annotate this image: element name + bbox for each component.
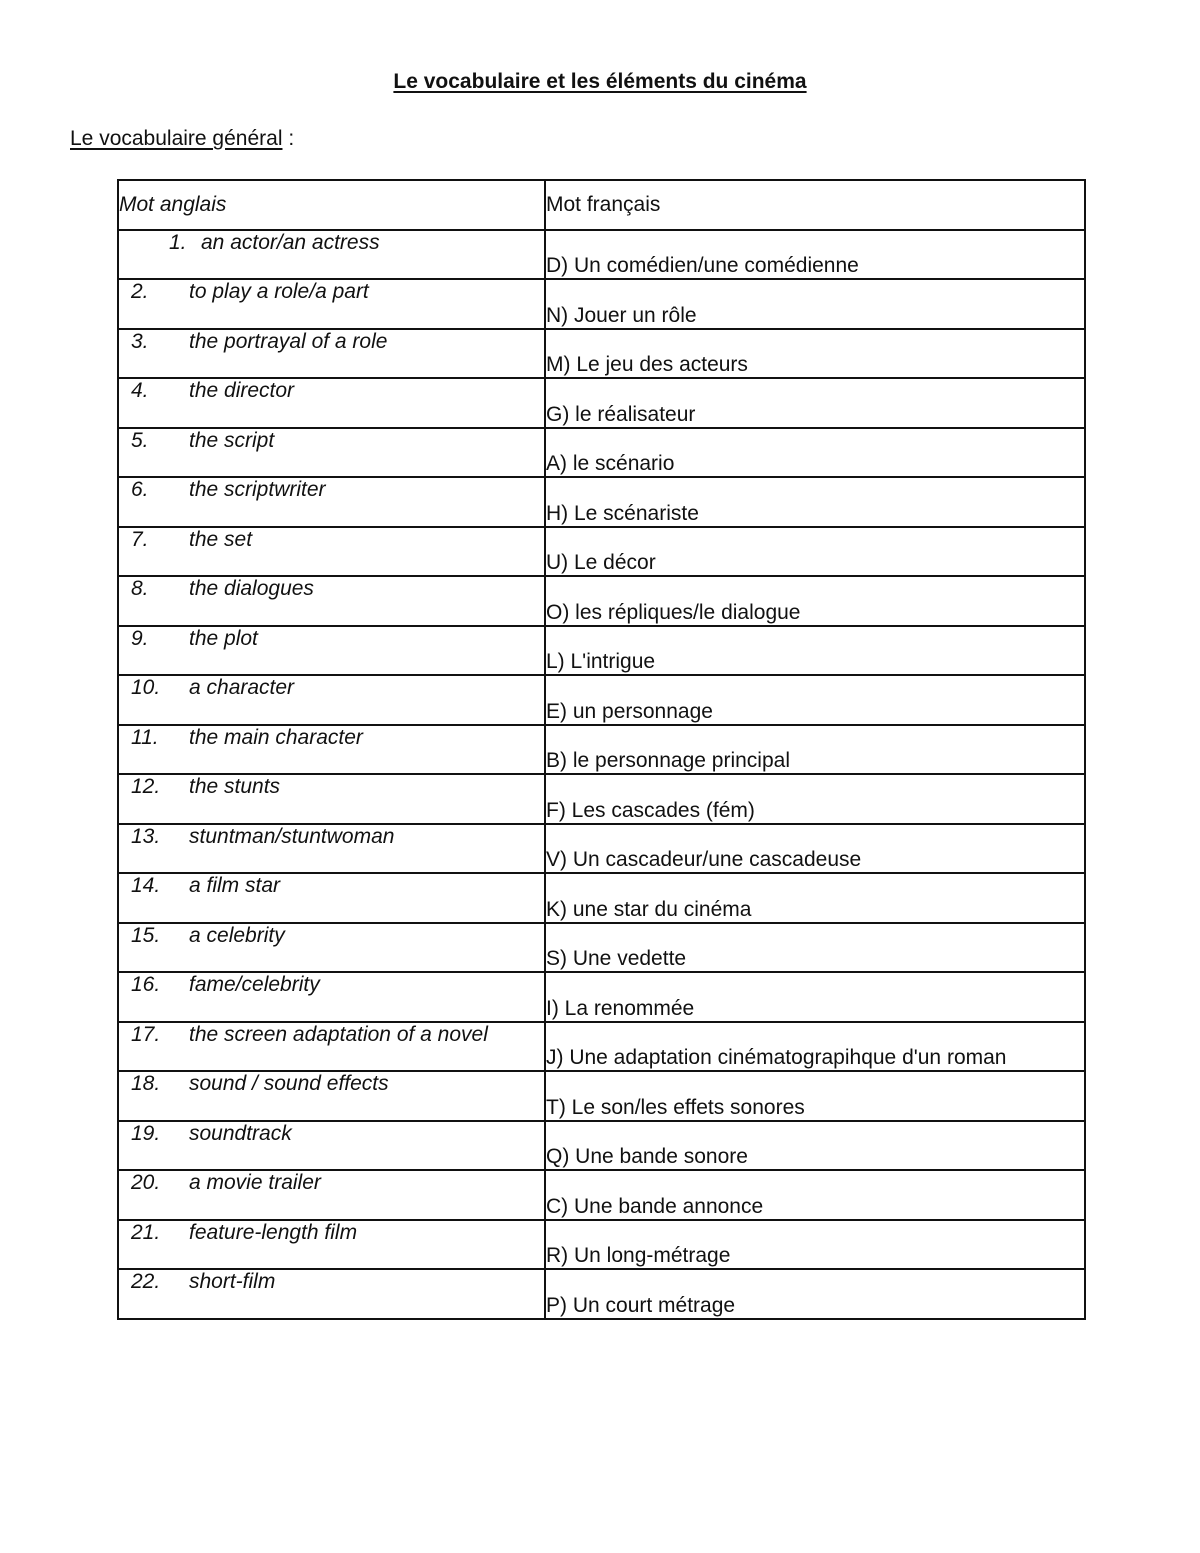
english-term: a film star <box>189 874 281 897</box>
french-term: F) Les cascades (fém) <box>545 774 1085 824</box>
english-term-cell <box>118 576 545 626</box>
english-term: fame/celebrity <box>189 973 320 996</box>
french-term: P) Un court métrage <box>545 1269 1085 1319</box>
table-row <box>118 824 1085 874</box>
vocabulary-table <box>117 179 1086 1320</box>
english-term: to play a role/a part <box>189 280 369 303</box>
english-term-cell <box>118 824 545 874</box>
term-number: 18. <box>131 1072 161 1095</box>
french-term: L) L'intrigue <box>545 626 1085 676</box>
french-term: G) le réalisateur <box>545 378 1085 428</box>
table-row <box>118 873 1085 923</box>
table-row <box>118 527 1085 577</box>
term-number: 8. <box>131 577 149 600</box>
section-heading <box>70 127 294 151</box>
english-term: an actor/an actress <box>201 230 380 254</box>
english-term-cell <box>118 1269 545 1319</box>
french-term: D) Un comédien/une comédienne <box>545 230 1085 280</box>
table-row <box>118 279 1085 329</box>
english-term-cell <box>118 1022 545 1072</box>
english-term-cell <box>118 1121 545 1171</box>
term-number: 9. <box>131 626 149 650</box>
english-term: a celebrity <box>189 923 285 947</box>
section-heading-suffix: : <box>282 127 295 150</box>
table-row <box>118 675 1085 725</box>
english-term-cell <box>118 1170 545 1220</box>
french-term: Q) Une bande sonore <box>545 1121 1085 1171</box>
header-french: Mot français <box>545 180 1085 230</box>
english-term-cell <box>118 230 545 280</box>
table-row <box>118 1022 1085 1072</box>
english-term: the set <box>189 527 253 551</box>
english-term-cell <box>118 774 545 824</box>
term-number: 3. <box>131 329 149 353</box>
french-term: J) Une adaptation cinématograpihque d'un roman <box>545 1022 1085 1072</box>
table-row <box>118 923 1085 973</box>
english-term-cell <box>118 972 545 1022</box>
french-term: S) Une vedette <box>545 923 1085 973</box>
french-term: A) le scénario <box>545 428 1085 478</box>
english-term: the scriptwriter <box>189 478 326 501</box>
term-number: 16. <box>131 973 161 996</box>
table-row <box>118 428 1085 478</box>
table-row <box>118 972 1085 1022</box>
french-term: N) Jouer un rôle <box>545 279 1085 329</box>
english-term-cell <box>118 428 545 478</box>
english-term-cell <box>118 477 545 527</box>
table-row <box>118 576 1085 626</box>
french-term: K) une star du cinéma <box>545 873 1085 923</box>
english-term-cell <box>118 1220 545 1270</box>
term-number: 17. <box>131 1022 161 1046</box>
term-number: 19. <box>131 1121 161 1145</box>
term-number: 12. <box>131 775 161 798</box>
table-row <box>118 626 1085 676</box>
french-term: U) Le décor <box>545 527 1085 577</box>
french-term: O) les répliques/le dialogue <box>545 576 1085 626</box>
term-number: 5. <box>131 428 149 452</box>
table-row <box>118 1071 1085 1121</box>
french-term: H) Le scénariste <box>545 477 1085 527</box>
term-number: 21. <box>131 1220 161 1244</box>
french-term: E) un personnage <box>545 675 1085 725</box>
table-row <box>118 378 1085 428</box>
section-heading-label: Le vocabulaire général <box>70 127 283 150</box>
table-row <box>118 774 1085 824</box>
english-term: a movie trailer <box>189 1171 321 1194</box>
english-term: a character <box>189 676 295 699</box>
english-term: the script <box>189 428 275 452</box>
term-number: 11. <box>131 725 159 749</box>
english-term: stuntman/stuntwoman <box>189 824 395 848</box>
table-row <box>118 725 1085 775</box>
table-row <box>118 1220 1085 1270</box>
english-term: the portrayal of a role <box>189 329 388 353</box>
table-row <box>118 1121 1085 1171</box>
english-term: sound / sound effects <box>189 1072 389 1095</box>
table-row <box>118 230 1085 280</box>
table-row <box>118 1269 1085 1319</box>
english-term: the main character <box>189 725 363 749</box>
french-term: B) le personnage principal <box>545 725 1085 775</box>
term-number: 2. <box>131 280 149 303</box>
french-term: I) La renommée <box>545 972 1085 1022</box>
english-term-cell <box>118 626 545 676</box>
english-term-cell <box>118 329 545 379</box>
french-term: C) Une bande annonce <box>545 1170 1085 1220</box>
french-term: T) Le son/les effets sonores <box>545 1071 1085 1121</box>
english-term-cell <box>118 527 545 577</box>
french-term: V) Un cascadeur/une cascadeuse <box>545 824 1085 874</box>
english-term: the screen adaptation of a novel <box>189 1022 488 1046</box>
english-term-cell <box>118 675 545 725</box>
english-term-cell <box>118 923 545 973</box>
english-term-cell <box>118 873 545 923</box>
term-number: 4. <box>131 379 149 402</box>
term-number: 7. <box>131 527 149 551</box>
english-term-cell <box>118 725 545 775</box>
vocabulary-rows <box>118 230 1085 1319</box>
english-term-cell <box>118 1071 545 1121</box>
english-term: the director <box>189 379 295 402</box>
term-number: 22. <box>131 1270 161 1293</box>
table-row <box>118 1170 1085 1220</box>
header-english: Mot anglais <box>118 180 545 230</box>
term-number: 1. <box>169 230 187 254</box>
english-term-cell <box>118 279 545 329</box>
table-row <box>118 477 1085 527</box>
english-term: the stunts <box>189 775 281 798</box>
term-number: 10. <box>131 676 161 699</box>
term-number: 6. <box>131 478 149 501</box>
english-term: short-film <box>189 1270 276 1293</box>
french-term: R) Un long-métrage <box>545 1220 1085 1270</box>
english-term: the dialogues <box>189 577 314 600</box>
english-term-cell <box>118 378 545 428</box>
table-row <box>118 329 1085 379</box>
term-number: 13. <box>131 824 161 848</box>
term-number: 20. <box>131 1171 161 1194</box>
term-number: 14. <box>131 874 161 897</box>
term-number: 15. <box>131 923 161 947</box>
table-header-row <box>118 180 1085 230</box>
english-term: soundtrack <box>189 1121 292 1145</box>
page-title: Le vocabulaire et les éléments du cinéma <box>393 70 807 93</box>
english-term: the plot <box>189 626 258 650</box>
english-term: feature-length film <box>189 1220 358 1244</box>
french-term: M) Le jeu des acteurs <box>545 329 1085 379</box>
